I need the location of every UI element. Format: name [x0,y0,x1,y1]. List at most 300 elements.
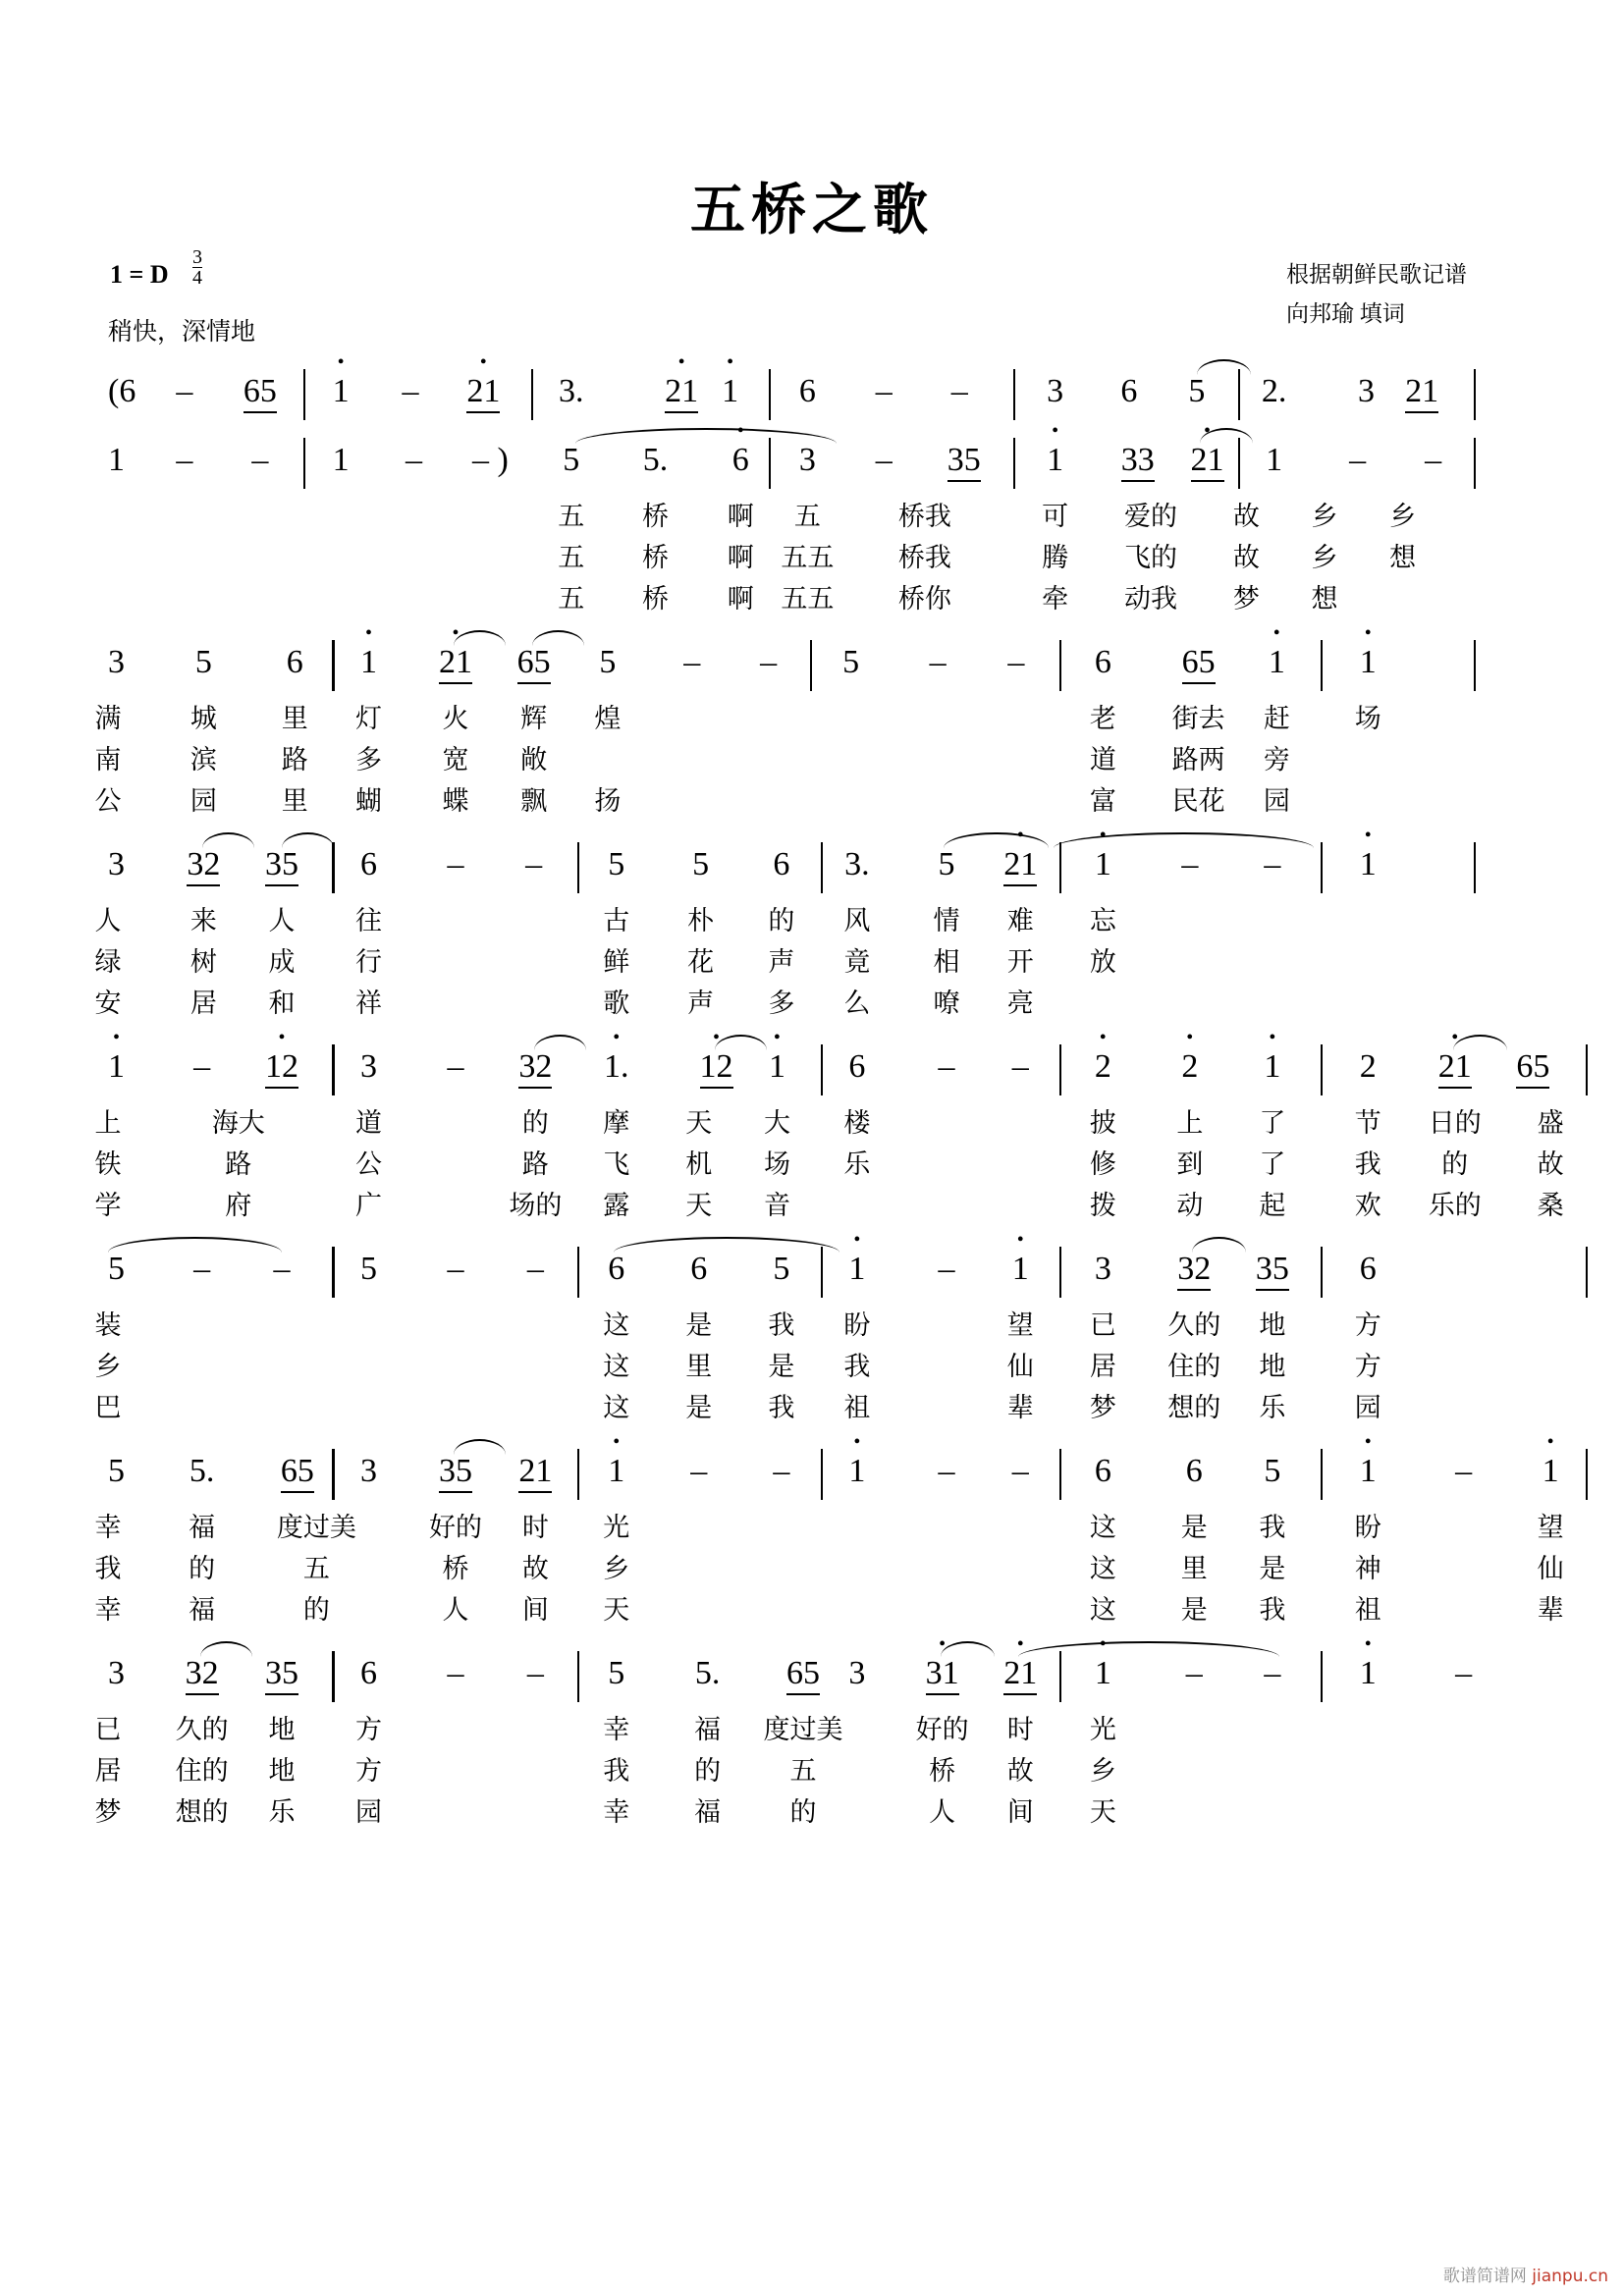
lyric-syllable: 五五 [781,584,835,614]
note [1264,1655,1280,1692]
score-line [94,644,1473,821]
lyric-syllable: 成 [268,947,296,978]
note [1438,1048,1472,1086]
barline [1321,1044,1323,1095]
lyric-syllable: 煌 [594,704,622,734]
barline [1474,842,1476,893]
score-line [94,1048,1564,1225]
lyric-syllable: 开 [1006,947,1034,978]
note [1095,1251,1111,1288]
lyric-syllable: 人 [94,906,122,936]
lyric-syllable: 音 [763,1191,790,1221]
note [1349,442,1366,479]
note [1182,644,1216,681]
lyric-syllable: 和 [268,988,296,1019]
slur [1453,1035,1507,1050]
note [108,1453,125,1490]
lyric-syllable: 桥我 [897,502,951,532]
slur [282,832,334,848]
lyric-syllable: 场 [1354,704,1381,734]
note [939,1453,955,1490]
lyric-syllable: 盼 [1354,1513,1381,1543]
note-glyph: • 12 [700,1048,733,1089]
slur [614,1237,839,1253]
lyric-syllable: 啊 [727,543,754,573]
lyric-syllable: 场的 [509,1191,563,1221]
note [108,846,125,883]
slur [202,832,254,848]
lyric-syllable: 宽 [442,745,469,775]
lyric-syllable: 故 [1537,1149,1564,1180]
lyric-syllable: 乐 [1259,1393,1286,1423]
barline [531,369,533,420]
note-glyph: – [1349,442,1367,478]
lyric-line [94,1790,1473,1832]
lyric-syllable: 满 [94,704,122,734]
lyric-syllable: 南 [94,745,122,775]
credits [1286,255,1467,335]
note-glyph: – [1011,1048,1029,1085]
lyric-syllable: 福 [189,1513,216,1543]
lyric-syllable: 的 [768,906,795,936]
note-glyph: 35 [439,1453,472,1493]
note-glyph: 5 [1188,373,1206,409]
lyric-syllable: 幸 [94,1595,122,1626]
lyric-syllable: 敞 [520,745,548,775]
note-glyph: 35 [1256,1251,1289,1291]
note-glyph: 32 [186,1655,219,1695]
lyric-syllable: 上 [1176,1108,1204,1139]
note-glyph: 5 [360,1251,377,1287]
note-glyph: – [525,846,543,882]
note [1360,1048,1377,1086]
note [193,1251,210,1288]
lyric-syllable: 是 [1180,1513,1208,1543]
slur [108,1237,282,1253]
lyric-syllable: 乡 [94,1352,122,1382]
note [360,1251,377,1288]
lyrics-block [94,1101,1564,1225]
lyric-syllable: 赶 [1263,704,1290,734]
note-glyph: 5. [642,442,669,478]
lyric-syllable: 公 [355,1149,382,1180]
barline [1013,438,1015,489]
lyric-syllable: 乡 [1311,543,1338,573]
lyric-syllable: 火 [442,704,469,734]
note-glyph: 65 [517,644,551,684]
lyric-syllable: 来 [189,906,217,936]
lyric-syllable: 行 [355,947,382,978]
barline [821,1044,823,1095]
note [265,1655,298,1692]
note [108,373,135,410]
note [760,644,777,681]
note [265,846,298,883]
lyric-syllable: 盼 [843,1310,871,1341]
barline [332,1044,334,1095]
lyric-syllable: 望 [1537,1513,1564,1543]
note-glyph: – [176,442,193,478]
lyric-syllable: 是 [768,1352,795,1382]
note [690,1453,707,1490]
note-glyph: • 6 [732,442,749,478]
lyric-syllable: 度过美 [763,1715,843,1745]
barline [303,369,305,420]
slur [1018,1641,1279,1657]
lyric-syllable: 花 [687,947,715,978]
note-glyph: 5 [108,1251,125,1287]
note [608,1453,624,1490]
note-glyph: – [760,644,778,680]
note [799,373,816,410]
note [722,373,738,410]
note [1266,442,1282,479]
note-glyph: • 2 [1181,1048,1198,1085]
slur [1192,1237,1246,1253]
lyric-syllable: 我 [1354,1149,1381,1180]
slur [532,630,584,646]
note-glyph: 5 [938,846,955,882]
note-glyph: – [875,442,893,478]
note [1543,1453,1559,1490]
note-glyph: 1 [108,442,125,478]
note-glyph: – [1181,846,1199,882]
note [1360,1453,1377,1490]
note-glyph: 5. [694,1655,721,1691]
lyric-syllable: 想的 [1167,1393,1221,1423]
lyric-syllable: 声 [687,988,715,1019]
barline [810,640,812,691]
lyric-line [94,1143,1564,1184]
lyric-syllable: 居 [1089,1352,1116,1382]
note [732,442,749,479]
note [608,1655,624,1692]
note [518,1048,552,1086]
slur [454,630,506,646]
score-line [108,442,1473,618]
note-glyph: 3 [108,644,125,680]
barline [1586,1247,1588,1298]
barline [821,1449,823,1500]
lyric-syllable: 园 [189,786,217,817]
lyric-syllable: 动 [1176,1191,1204,1221]
lyric-syllable: 民花 [1171,786,1225,817]
lyric-syllable: 久的 [1167,1310,1221,1341]
lyric-syllable: 辈 [1537,1595,1564,1626]
lyric-syllable: 相 [933,947,960,978]
note [360,1048,377,1086]
watermark [1443,2262,1608,2286]
barline [1586,1449,1588,1500]
note-glyph: – ) [471,442,509,478]
lyric-line [94,899,1473,940]
lyric-syllable: 难 [1006,906,1034,936]
lyric-syllable: 方 [355,1715,382,1745]
note-glyph: – [176,373,193,409]
lyric-syllable: 公 [94,786,122,817]
lyric-syllable: 居 [189,988,217,1019]
note-glyph: 6 [1120,373,1138,409]
lyric-syllable: 天 [603,1595,630,1626]
note [599,644,616,681]
key-signature [110,260,169,290]
note-glyph: – [406,442,423,478]
lyric-line [94,1749,1473,1790]
lyric-syllable: 时 [521,1513,549,1543]
lyric-syllable: 我 [768,1310,795,1341]
lyric-syllable: 古 [603,906,630,936]
note [1186,1655,1203,1692]
note [773,846,789,883]
barline [1474,640,1476,691]
note-glyph: 5 [1264,1453,1281,1489]
lyric-syllable: 机 [685,1149,713,1180]
note [448,1655,464,1692]
note-glyph: 5. [189,1453,215,1489]
lyric-line [94,982,1473,1023]
lyric-syllable: 故 [1006,1756,1034,1787]
score-line [94,846,1473,1023]
note [1120,373,1137,410]
lyric-syllable: 地 [268,1715,296,1745]
lyric-syllable: 上 [94,1108,122,1139]
barline [577,1651,579,1702]
note [1095,644,1111,681]
lyric-syllable: 路两 [1171,745,1225,775]
note [683,644,700,681]
note [1264,1048,1280,1086]
lyric-syllable: 披 [1089,1108,1116,1139]
note [876,373,893,410]
note-glyph: – [447,1251,464,1287]
note [848,1655,865,1692]
note-glyph: 5 [608,846,625,882]
lyric-syllable: 桥 [929,1756,956,1787]
lyric-syllable: 往 [355,906,382,936]
note-glyph: – [447,846,464,882]
note-glyph: 5 [692,846,710,882]
note [1095,1453,1111,1490]
note-glyph: – [447,1655,464,1691]
page-title: 五桥之歌 [690,178,934,242]
note-glyph: – [950,373,968,409]
note [1455,1655,1472,1692]
lyric-syllable: 桥你 [897,584,951,614]
lyric-syllable: 声 [768,947,795,978]
time-signature-denominator: 4 [192,267,202,289]
lyric-syllable: 五五 [781,543,835,573]
note [700,1048,733,1086]
note-glyph: • 21 [1191,442,1224,482]
note [472,442,509,479]
barline [821,842,823,893]
time-signature [192,247,202,288]
lyric-syllable: 露 [603,1191,630,1221]
key-signature-text: 1 = D [110,260,169,289]
note [525,846,542,883]
barline [577,1247,579,1298]
note-glyph: – [273,1251,291,1287]
lyric-syllable: 道 [1089,745,1116,775]
barline [1238,438,1240,489]
lyric-line [108,577,1473,618]
note-glyph: 6 [608,1251,625,1287]
lyric-syllable: 歌 [603,988,630,1019]
note [1191,442,1224,479]
barline [1238,369,1240,420]
lyric-syllable: 亮 [1006,988,1034,1019]
note-glyph: 32 [518,1048,552,1089]
lyric-syllable: 幸 [603,1715,630,1745]
note [517,644,551,681]
note-glyph: 1 [1266,442,1283,478]
note [773,1251,789,1288]
note [251,442,268,479]
note [1358,373,1375,410]
lyric-syllable: 地 [268,1756,296,1787]
lyric-syllable: 巴 [94,1393,122,1423]
lyric-syllable: 放 [1089,947,1116,978]
lyric-syllable: 想 [1389,543,1417,573]
note-glyph: 5 [842,644,860,680]
lyric-syllable: 摩 [603,1108,630,1139]
lyric-syllable: 人 [929,1797,956,1828]
lyric-line [108,536,1473,577]
lyric-syllable: 园 [355,1797,382,1828]
lyric-syllable: 的 [302,1595,330,1626]
lyric-syllable: 祖 [1354,1595,1381,1626]
barline [332,640,334,691]
lyric-syllable: 梦 [1089,1393,1116,1423]
note-glyph: • 2 [1095,1048,1111,1085]
note-glyph: – [1007,644,1025,680]
lyric-syllable: 我 [843,1352,871,1382]
lyric-syllable: 啊 [727,502,754,532]
lyric-syllable: 辉 [520,704,548,734]
lyric-syllable: 路 [225,1149,252,1180]
lyric-syllable: 飞 [603,1149,630,1180]
note-glyph: (6 [108,373,136,409]
note-glyph: • 1 [1264,1048,1280,1085]
note [448,846,464,883]
lyric-syllable: 街去 [1171,704,1225,734]
lyric-syllable: 多 [768,988,795,1019]
barline [1321,640,1323,691]
lyric-syllable: 方 [355,1756,382,1787]
note [1262,373,1287,410]
note [842,644,859,681]
barline [577,842,579,893]
lyric-line [94,1304,1473,1345]
notes-row [108,373,1473,426]
note [1047,442,1063,479]
lyric-syllable: 滨 [189,745,217,775]
note-glyph: – [193,1251,211,1287]
note [951,373,968,410]
note [563,442,579,479]
lyric-syllable: 是 [1259,1554,1286,1584]
notes-row [108,1655,1473,1708]
barline [1321,842,1323,893]
lyric-syllable: 地 [1259,1352,1286,1382]
note [108,1251,125,1288]
note-glyph: 3. [844,846,870,882]
note [1360,644,1377,681]
credit-line-1: 根据朝鲜民歌记谱 [1286,262,1467,287]
lyric-syllable: 可 [1042,502,1069,532]
note [527,1251,544,1288]
lyric-syllable: 福 [694,1797,722,1828]
note [1360,846,1377,883]
lyric-syllable: 海大 [211,1108,265,1139]
barline [1321,1247,1323,1298]
lyric-syllable: 天 [685,1191,713,1221]
lyric-syllable: 乐的 [1428,1191,1482,1221]
barline [769,369,771,420]
lyric-line [94,1101,1564,1143]
lyric-syllable: 地 [1259,1310,1286,1341]
barline [1474,438,1476,489]
barline [332,1247,334,1298]
note-glyph: • 1 [1543,1453,1559,1489]
note-glyph: 2 [1359,1048,1377,1085]
note-glyph: – [690,1453,708,1489]
lyric-line [94,1506,1564,1547]
lyric-line [94,738,1473,779]
note-glyph: – [938,1251,955,1287]
note-glyph: – [875,373,893,409]
note-glyph: 3. [558,373,584,409]
note [939,1048,955,1086]
lyrics-block [94,1304,1473,1427]
note-glyph: 6 [1094,1453,1111,1489]
note [926,1655,959,1692]
note [1516,1048,1549,1086]
lyric-syllable: 灯 [355,704,382,734]
lyric-syllable: 啊 [727,584,754,614]
note-glyph: 3 [108,846,125,882]
lyric-syllable: 的 [521,1108,549,1139]
note-glyph: – [1264,846,1281,882]
lyric-syllable: 是 [685,1310,713,1341]
note [604,1048,629,1086]
lyric-syllable: 府 [225,1191,252,1221]
note [274,1251,291,1288]
note [930,644,947,681]
note-glyph: • 21 [466,373,500,413]
lyric-line [94,1708,1473,1749]
barline [1321,1651,1323,1702]
score-line [108,373,1473,426]
lyric-syllable: 的 [694,1756,722,1787]
note-glyph: 35 [947,442,981,482]
note-glyph: 21 [1405,373,1438,413]
note [1095,1655,1111,1692]
lyric-syllable: 蝴 [355,786,382,817]
lyric-syllable: 仙 [1537,1554,1564,1584]
note-glyph: – [683,644,701,680]
lyrics-block [94,697,1473,821]
note [265,1048,298,1086]
lyric-syllable: 到 [1176,1149,1204,1180]
note [1121,442,1155,479]
lyric-line [94,940,1473,982]
slur [534,1035,586,1050]
lyric-syllable: 动我 [1124,584,1177,614]
lyric-syllable: 已 [1089,1310,1116,1341]
note [665,373,698,410]
note-glyph: 5 [108,1453,125,1489]
